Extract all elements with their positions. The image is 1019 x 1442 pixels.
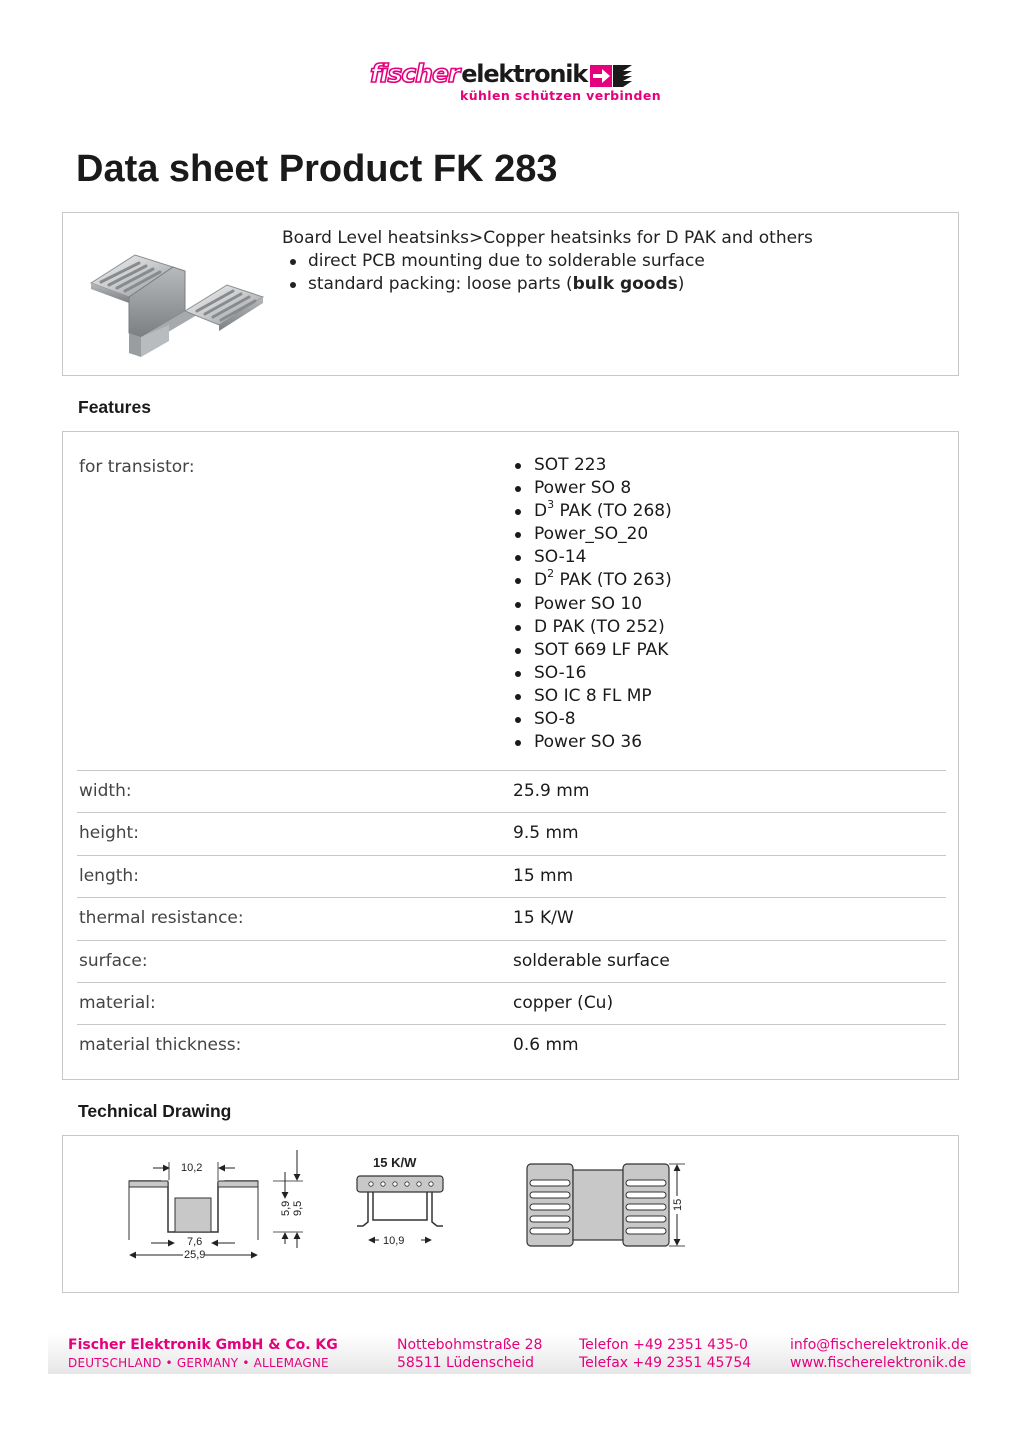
spec-value: 15 mm xyxy=(513,865,574,886)
footer-email-link[interactable]: info@fischerelektronik.de xyxy=(790,1337,969,1353)
spec-value: solderable surface xyxy=(513,950,670,971)
table-row xyxy=(77,1025,946,1067)
spec-label: height: xyxy=(79,823,139,844)
technical-drawing-heading: Technical Drawing xyxy=(78,1101,232,1121)
dim-length: 15 xyxy=(672,1198,684,1211)
arrow-block-icon xyxy=(590,64,632,88)
table-row xyxy=(77,983,946,1025)
list-item: SO-14 xyxy=(513,546,672,569)
packing-suffix: ) xyxy=(677,274,685,294)
technical-drawing-box xyxy=(62,1135,959,1293)
brand-logo xyxy=(370,60,660,106)
table-row xyxy=(77,771,946,813)
table-row xyxy=(77,941,946,983)
technical-drawing xyxy=(63,1136,958,1292)
features-table xyxy=(62,431,959,1080)
spec-label: length: xyxy=(79,865,139,886)
footer-country: DEUTSCHLAND • GERMANY • ALLEMAGNE xyxy=(68,1356,329,1370)
list-item: SO-8 xyxy=(513,708,672,731)
bullet-mounting: direct PCB mounting due to solderable surface xyxy=(282,250,813,273)
brand-name-elektronik: elektronik xyxy=(461,60,588,88)
transistor-label: for transistor: xyxy=(79,457,195,477)
dim-inner-height: 5,9 xyxy=(280,1200,292,1216)
table-row xyxy=(77,432,946,771)
list-item: Power SO 10 xyxy=(513,593,672,616)
dim-inner-bottom: 7,6 xyxy=(187,1236,203,1248)
list-item: SO IC 8 FL MP xyxy=(513,685,672,708)
footer-website-link[interactable]: www.fischerelektronik.de xyxy=(790,1355,966,1371)
footer-company: Fischer Elektronik GmbH & Co. KG xyxy=(68,1337,338,1353)
product-description xyxy=(282,227,813,296)
transistor-list xyxy=(513,454,672,754)
footer-phone: Telefon +49 2351 435-0 xyxy=(579,1337,748,1353)
list-item: SO-16 xyxy=(513,662,672,685)
pak-suffix: PAK (TO 268) xyxy=(554,501,672,522)
brand-tagline: kühlen schützen verbinden xyxy=(460,88,661,103)
footer-street: Nottebohmstraße 28 xyxy=(397,1337,543,1353)
product-bullet-list xyxy=(282,250,813,296)
features-heading: Features xyxy=(78,397,151,417)
list-item: Power SO 36 xyxy=(513,731,672,754)
footer-fax: Telefax +49 2351 45754 xyxy=(579,1355,752,1371)
superscript: 3 xyxy=(547,497,555,511)
dim-total-height: 9,5 xyxy=(292,1200,304,1216)
product-category: Board Level heatsinks>Copper heatsinks for D PAK and others xyxy=(282,228,813,248)
superscript: 2 xyxy=(547,566,555,580)
front-view-drawing xyxy=(357,1155,443,1247)
table-row xyxy=(77,813,946,855)
list-item xyxy=(513,566,672,592)
page-footer xyxy=(48,1333,971,1374)
spec-value: 25.9 mm xyxy=(513,781,590,801)
dim-top-width: 10,2 xyxy=(181,1162,203,1174)
list-item: Power SO 8 xyxy=(513,477,672,500)
spec-value: copper (Cu) xyxy=(513,993,614,1013)
table-row xyxy=(77,856,946,898)
product-summary-box xyxy=(62,212,959,376)
side-view-drawing xyxy=(129,1150,304,1261)
spec-label: surface: xyxy=(79,950,148,971)
spec-label: material: xyxy=(79,993,156,1013)
d-prefix: D xyxy=(534,570,548,591)
spec-value: 15 K/W xyxy=(513,908,574,929)
spec-label: width: xyxy=(79,781,132,801)
spec-value: 0.6 mm xyxy=(513,1035,579,1056)
spec-label: material thickness: xyxy=(79,1035,242,1056)
footer-city: 58511 Lüdenscheid xyxy=(397,1355,535,1371)
heatsink-product-image xyxy=(85,241,265,359)
dim-mid-width: 10,9 xyxy=(383,1235,405,1247)
list-item: SOT 223 xyxy=(513,454,672,477)
table-row xyxy=(77,898,946,940)
brand-name-fischer: fischer xyxy=(370,59,460,88)
packing-prefix: standard packing: loose parts ( xyxy=(308,274,573,294)
top-view-drawing xyxy=(527,1164,685,1246)
spec-label: thermal resistance: xyxy=(79,908,244,929)
drawing-rating: 15 K/W xyxy=(373,1155,417,1170)
list-item: D PAK (TO 252) xyxy=(513,616,672,639)
list-item: Power_SO_20 xyxy=(513,523,672,546)
list-item: SOT 669 LF PAK xyxy=(513,639,672,662)
page-title: Data sheet Product FK 283 xyxy=(76,148,558,190)
d-prefix: D xyxy=(534,501,548,522)
packing-bold: bulk goods xyxy=(572,274,678,294)
spec-value: 9.5 mm xyxy=(513,823,579,844)
dim-overall-width: 25,9 xyxy=(184,1249,206,1261)
list-item xyxy=(513,497,672,523)
pak-suffix: PAK (TO 263) xyxy=(554,570,672,591)
bullet-packing xyxy=(282,273,813,296)
